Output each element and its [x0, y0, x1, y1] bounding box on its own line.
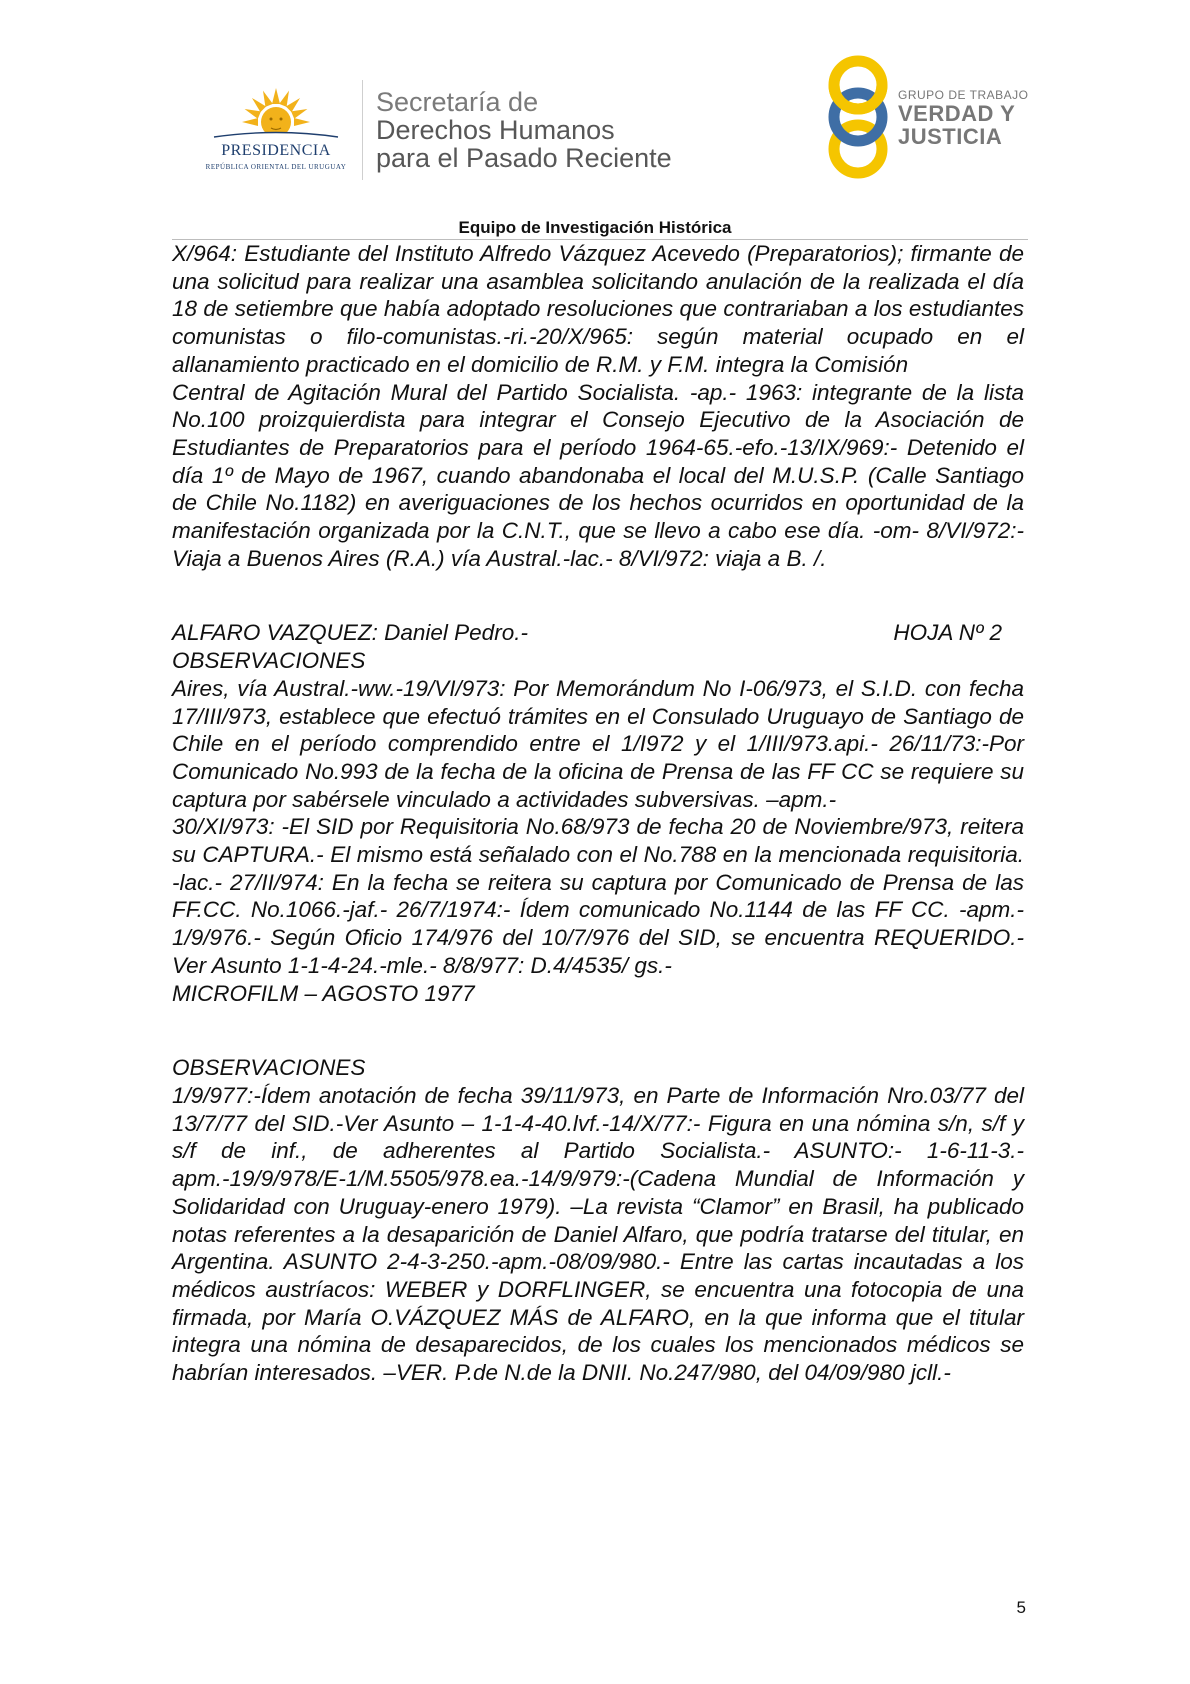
- secretaria-line1: Secretaría de: [376, 87, 539, 117]
- verdad-justicia-rings-logo: [820, 55, 910, 180]
- secretaria-line2: Derechos Humanos: [376, 115, 615, 145]
- header-divider: [362, 80, 363, 180]
- team-title: Equipo de Investigación Histórica: [458, 218, 732, 237]
- document-body: [172, 240, 1024, 1387]
- presidencia-name: PRESIDENCIA: [221, 142, 331, 159]
- paragraph-2: Central de Agitación Mural del Partido Socialista. -ap.- 1963: integrante de la lista No.100 proizquierdista para integrar el Consejo Ejecutivo de la Asociación de Estudiantes de Preparatorios para el período 1964-65.-efo.-13/IX/969:- Detenido el día 1º de Mayo de 1967, cuando abandonaba el local del M.U.S.P. (Calle Santiago de Chile No.1182) en averiguaciones de los hechos ocurridos en oportunidad de la manifestación organizada por la C.N.T., que se llevo a cabo ese día. -om- 8/VI/972:-Viaja a Buenos Aires (R.A.) vía Austral.-lac.- 8/VI/972: viaja a B. /.: [172, 379, 1024, 571]
- sheet-number: HOJA Nº 2: [893, 620, 1002, 646]
- observations-heading-2: OBSERVACIONES: [172, 1055, 366, 1081]
- gtvj-line3: JUSTICIA: [898, 124, 1003, 149]
- paragraph-3: Aires, vía Austral.-ww.-19/VI/973: Por Memorándum No I-06/973, el S.I.D. con fecha 17/III/973, establece que efectuó trámites en el Consulado Uruguayo de Santiago de Chile en el período comprendido entre el 1/I972 y el 1/III/973.api.- 26/11/73:-Por Comunicado No.993 de la fecha de la oficina de Prensa de las FF CC se requiere su captura por sabérsele vinculado a actividades subversivas. –apm.-: [172, 675, 1024, 812]
- page-number: 5: [1016, 1598, 1026, 1617]
- subject-name: ALFARO VAZQUEZ: Daniel Pedro.-: [172, 620, 528, 646]
- secretaria-title: [376, 88, 672, 172]
- spacer: [172, 572, 1024, 619]
- spacer: [172, 1007, 1024, 1054]
- name-line: [172, 619, 1024, 647]
- page-header: [0, 0, 1190, 230]
- secretaria-line3: para el Pasado Reciente: [376, 143, 672, 173]
- paragraph-4: 30/XI/973: -El SID por Requisitoria No.68/973 de fecha 20 de Noviembre/973, reitera su CAPTURA.- El mismo está señalado con el No.788 en la mencionada requisitoria. -lac.- 27/II/974: En la fecha se reitera su captura por Comunicado de Prensa de las FF.CC. No.1066.-jaf.- 26/7/1974:- Ídem comunicado No.1144 de las FF CC. -apm.- 1/9/976.- Según Oficio 174/976 del 10/7/976 del SID, se encuentra REQUERIDO.- Ver Asunto 1-1-4-24.-mle.- 8/8/977: D.4/4535/ gs.-: [172, 814, 1024, 978]
- gtvj-line1: GRUPO DE TRABAJO: [898, 88, 1029, 102]
- microfilm-note: MICROFILM – AGOSTO 1977: [172, 980, 475, 1006]
- verdad-justicia-title: [898, 88, 1028, 148]
- observations-heading-1: OBSERVACIONES: [172, 648, 366, 674]
- paragraph-5: 1/9/977:-Ídem anotación de fecha 39/11/973, en Parte de Información Nro.03/77 del 13/7/77 del SID.-Ver Asunto – 1-1-4-40.lvf.-14/X/77:- Figura en una nómina s/n, s/f y s/f de inf., de adherentes al Partido Socialista.- ASUNTO:- 1-6-11-3.-apm.-19/9/978/E-1/M.5505/978.ea.-14/9/979:-(Cadena Mundial de Información y Solidaridad con Uruguay-enero 1979). –La revista “Clamor” en Brasil, ha publicado notas referentes a la desaparición de Daniel Alfaro, que podría tratarse del titular, en Argentina. ASUNTO 2-4-3-250.-apm.-08/09/980.- Entre las cartas incautadas a los médicos austríacos: WEBER y DORFLINGER, se encuentra una fotocopia de una firmada, por María O.VÁZQUEZ MÁS de ALFARO, en la que informa que el titular integra una nómina de desaparecidos, de los cuales los mencionados médicos se habrían interesados. –VER. P.de N.de la DNII. No.247/980, del 04/09/980 jcll.-: [172, 1082, 1024, 1386]
- gtvj-line2: VERDAD Y: [898, 101, 1016, 126]
- paragraph-1: X/964: Estudiante del Instituto Alfredo Vázquez Acevedo (Preparatorios); firmante de una solicitud para realizar una asamblea solicitando anulación de la realizada el día 18 de setiembre que había adoptado resoluciones que contrariaban a los estudiantes comunistas o filo-comunistas.-ri.-20/X/965: según material ocupado en el allanamiento practicado en el domicilio de R.M. y F.M. integra la Comisión: [172, 241, 1024, 377]
- presidencia-subtitle: REPÚBLICA ORIENTAL DEL URUGUAY: [205, 163, 347, 171]
